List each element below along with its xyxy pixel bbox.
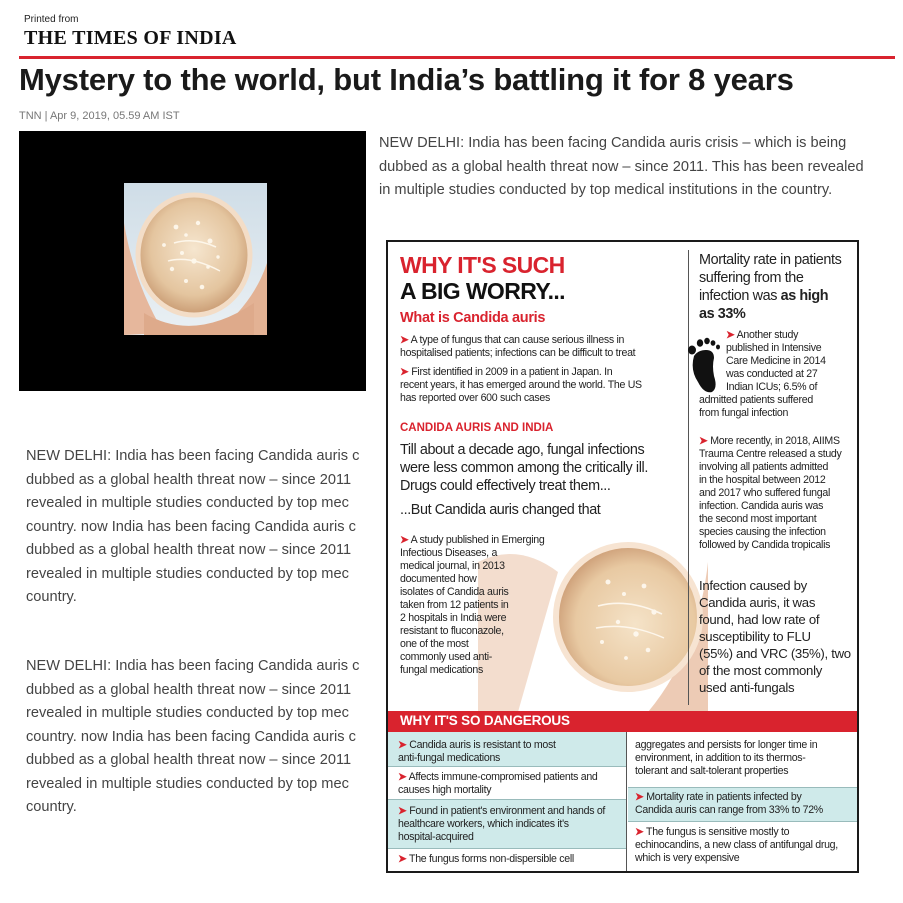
what-point-2-cont: has reported over 600 such cases: [400, 392, 550, 404]
danger-right-item-cont: which is very expensive: [635, 852, 740, 864]
danger-right-item: aggregates and persists for longer time in: [635, 739, 818, 751]
aiims-line: and 2017 who suffered fungal: [699, 487, 831, 499]
another-study-line: published in Intensive: [726, 342, 822, 354]
aiims-line: infection. Candida auris was: [699, 500, 824, 512]
foot-icon: [684, 336, 724, 398]
flu-line: Infection caused by: [699, 578, 807, 593]
infographic-title-line-2: A BIG WORRY...: [400, 278, 565, 304]
flu-line: (55%) and VRC (35%), two: [699, 646, 851, 661]
study-line: resistant to fluconazole,: [400, 625, 504, 637]
study-line: documented how: [400, 573, 477, 585]
danger-right-item-cont: tolerant and salt-tolerant properties: [635, 765, 789, 777]
danger-left-item: ➤ Affects immune-compromised patients and: [398, 771, 598, 783]
mortality-line-2: suffering from the: [699, 270, 804, 286]
study-line: isolates of Candida auris: [400, 586, 509, 598]
danger-right-item: ➤ Mortality rate in patients infected by: [635, 791, 802, 803]
text-line: country.: [26, 799, 77, 815]
arrow-bullet-icon: ➤: [398, 805, 407, 817]
danger-right-item-cont: echinocandins, a new class of antifungal drug,: [635, 839, 838, 851]
infographic-title-line-1: WHY IT'S SUCH: [400, 252, 565, 278]
article-byline: TNN | Apr 9, 2019, 05.59 AM IST: [19, 110, 180, 122]
another-study-line: ➤ Another study: [726, 329, 799, 341]
flu-line: used anti-fungals: [699, 680, 795, 695]
another-study-line: from fungal infection: [699, 407, 789, 419]
text-line: country.: [26, 589, 77, 605]
masthead-logo: THE TIMES OF INDIA: [24, 27, 237, 49]
danger-left-item: ➤ Found in patient's environment and hands of: [398, 805, 606, 817]
text-line: revealed in multiple studies conducted by top mec: [26, 565, 349, 582]
study-line: commonly used anti-: [400, 651, 493, 663]
danger-right-item-cont: environment, in addition to its thermos-: [635, 752, 806, 764]
header-rule: [19, 56, 895, 59]
study-line: Infectious Diseases, a: [400, 547, 498, 559]
danger-left-item: ➤ Candida auris is resistant to most: [398, 739, 556, 751]
mortality-line-3: infection was as high: [699, 288, 829, 304]
another-study-line: admitted patients suffered: [699, 394, 813, 406]
another-study-line: Care Medicine in 2014: [726, 355, 826, 367]
column-divider: [688, 250, 689, 705]
aiims-line: in the hospital between 2012: [699, 474, 826, 486]
aiims-line: followed by Candida tropicalis: [699, 539, 831, 551]
mortality-line-4: as 33%: [699, 306, 746, 322]
text-line: NEW DELHI: India has been facing Candida auris c: [26, 658, 360, 674]
aiims-line: ➤ More recently, in 2018, AIIMS: [699, 435, 840, 447]
india-quote-2: were less common among the critically ill.: [400, 460, 648, 476]
danger-left-item-cont: anti-fungal medications: [398, 752, 501, 764]
what-point-2-cont: recent years, it has emerged around the world. The US: [400, 379, 642, 391]
flu-line: susceptibility to FLU: [699, 629, 811, 644]
arrow-bullet-icon: ➤: [398, 739, 407, 751]
what-point-1-cont: hospitalised patients; infections can be difficult to treat: [400, 347, 636, 359]
arrow-bullet-icon: ➤: [398, 853, 407, 865]
petri-dish-photo: [124, 183, 267, 335]
arrow-bullet-icon: ➤: [726, 329, 735, 341]
text-line: revealed in multiple studies conducted by top mec: [26, 495, 349, 511]
danger-heading: WHY IT'S SO DANGEROUS: [400, 713, 570, 728]
india-heading: CANDIDA AURIS AND INDIA: [400, 422, 554, 434]
text-line: dubbed as a global health threat now – since 2011: [26, 681, 352, 698]
arrow-bullet-icon: ➤: [635, 826, 644, 838]
arrow-bullet-icon: ➤: [400, 534, 409, 546]
text-line: dubbed as a global health threat now – since 2011: [26, 542, 352, 558]
text-line: NEW DELHI: India has been facing Candida auris c: [26, 448, 360, 464]
danger-rule: [388, 766, 626, 767]
aiims-line: involving all patients admitted: [699, 461, 829, 473]
text-line: country. now India has been facing Candida auris c: [26, 728, 356, 745]
danger-left-item: ➤ The fungus forms non-dispersible cell: [398, 853, 574, 865]
text-line: revealed in multiple studies conducted by top mec: [26, 705, 349, 721]
flu-line: Candida auris, it was: [699, 595, 816, 610]
what-heading: What is Candida auris: [400, 310, 546, 326]
article-headline: Mystery to the world, but India’s battling it for 8 years: [19, 62, 794, 97]
text-line: revealed in multiple studies conducted by top mec: [26, 775, 349, 792]
printed-from-label: Printed from: [24, 14, 79, 25]
india-quote-1: Till about a decade ago, fungal infections: [400, 442, 645, 458]
article-paragraph-b: [26, 655, 369, 823]
danger-rule: [628, 787, 859, 788]
aiims-line: species causing the infection: [699, 526, 826, 538]
danger-left-item-cont: healthcare workers, which indicates it's: [398, 818, 569, 830]
study-line: one of the most: [400, 638, 469, 650]
what-point-2: ➤ First identified in 2009 in a patient in Japan. In: [400, 366, 613, 378]
danger-right-item-cont: Candida auris can range from 33% to 72%: [635, 804, 823, 816]
india-quote-4: ...But Candida auris changed that: [400, 502, 601, 518]
india-quote-3: Drugs could effectively treat them...: [400, 478, 611, 494]
danger-rule: [388, 799, 626, 800]
another-study-line: was conducted at 27: [726, 368, 818, 380]
danger-rule: [388, 848, 626, 849]
flu-line: of the most commonly: [699, 663, 822, 678]
text-line: dubbed as a global health threat now – since 2011: [26, 471, 352, 488]
text-line: country. now India has been facing Candida auris c: [26, 518, 356, 535]
text-line: dubbed as a global health threat now – since 2011: [26, 752, 352, 768]
mortality-line-1: Mortality rate in patients: [699, 252, 842, 268]
danger-divider: [626, 732, 627, 873]
arrow-bullet-icon: ➤: [400, 366, 409, 378]
study-line: fungal medications: [400, 664, 483, 676]
danger-left-item-cont: causes high mortality: [398, 784, 492, 796]
what-point-1: ➤ A type of fungus that can cause serious illness in: [400, 334, 625, 346]
infographic: [386, 240, 859, 873]
arrow-bullet-icon: ➤: [398, 771, 407, 783]
arrow-bullet-icon: ➤: [699, 435, 708, 447]
danger-left-item-cont: hospital-acquired: [398, 831, 474, 843]
arrow-bullet-icon: ➤: [635, 791, 644, 803]
article-paragraph-a: [26, 445, 369, 613]
study-line: 2 hospitals in India were: [400, 612, 507, 624]
another-study-line: Indian ICUs; 6.5% of: [726, 381, 818, 393]
arrow-bullet-icon: ➤: [400, 334, 409, 346]
danger-rule: [628, 821, 859, 822]
study-line: ➤ A study published in Emerging: [400, 534, 545, 546]
study-line: taken from 12 patients in: [400, 599, 509, 611]
danger-right-item: ➤ The fungus is sensitive mostly to: [635, 826, 790, 838]
aiims-line: the second most important: [699, 513, 817, 525]
study-line: medical journal, in 2013: [400, 560, 505, 572]
aiims-line: Trauma Centre released a study: [699, 448, 842, 460]
article-lead: NEW DELHI: India has been facing Candida auris crisis – which is being dubbed as a global health threat now – since 2011. This has been revealed in multiple studies conducted by top medical institutions in the country.: [379, 135, 864, 198]
flu-line: found, had low rate of: [699, 612, 820, 627]
